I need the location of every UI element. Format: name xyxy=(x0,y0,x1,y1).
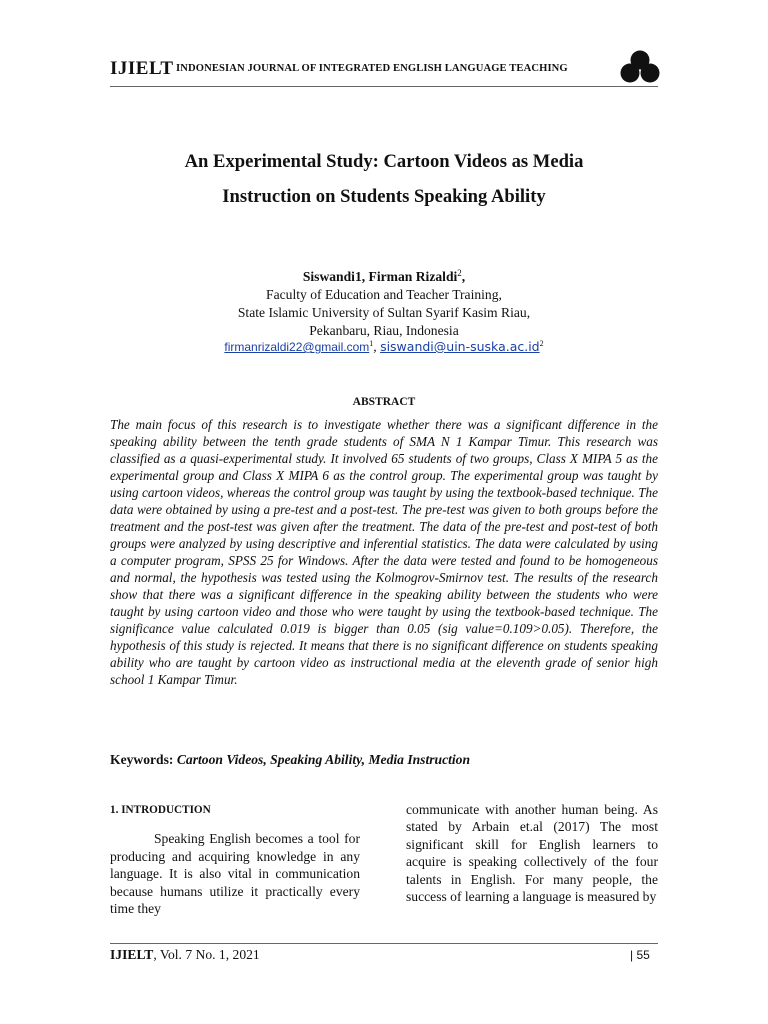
affiliation-location: Pekanbaru, Riau, Indonesia xyxy=(309,323,459,338)
paper-title-line-2: Instruction on Students Speaking Ability xyxy=(222,186,546,207)
affiliation-faculty: Faculty of Education and Teacher Training, xyxy=(266,287,502,302)
keywords-values: Cartoon Videos, Speaking Ability, Media Instruction xyxy=(176,752,471,767)
email-link-siswandi[interactable]: siswandi@uin-suska.ac.id xyxy=(380,339,540,354)
section-heading-introduction: 1. INTRODUCTION xyxy=(110,804,211,816)
introduction-left-column xyxy=(110,802,360,917)
header-divider xyxy=(110,86,658,87)
introduction-right-column xyxy=(406,801,658,905)
author-names: Siswandi1, Firman Rizaldi$^2$, xyxy=(302,268,466,284)
introduction-paragraph-right: communicate with another human being. As stated by Arbain et.al (2017) The most significant skill for English learners to acquire is speaking collectively of the four talents in English. For many people, the success of learning a language is measured by xyxy=(406,802,658,905)
author-block xyxy=(100,268,668,340)
keywords-label: Keywords: xyxy=(110,752,174,767)
keywords-line xyxy=(110,752,658,768)
introduction-paragraph-left: Speaking English becomes a tool for producing and acquiring knowledge in any language. It is also vital in communication because humans utilize it practically every time they xyxy=(110,831,360,917)
journal-name: INDONESIAN JOURNAL OF INTEGRATED ENGLISH LANGUAGE TEACHING xyxy=(176,63,568,74)
paper-title-line-1: An Experimental Study: Cartoon Videos as Media xyxy=(184,151,584,172)
affiliation-university: State Islamic University of Sultan Syarif Kasim Riau, xyxy=(237,305,531,320)
journal-header xyxy=(110,48,660,88)
footer-citation: IJIELT, Vol. 7 No. 1, 2021 xyxy=(110,947,260,962)
email-link-firman[interactable]: firmanrizaldi22@gmail.com xyxy=(224,340,370,354)
author-emails: firmanrizaldi22@gmail.com$^1$, $siswandi@uin-suska.ac.id^2$ xyxy=(224,339,544,354)
abstract-text: The main focus of this research is to investigate whether there was a significant difference in the speaking ability between the tenth grade students of SMA N 1 Kampar Timur. This research was classified as a quasi-experimental study. It involved 65 students of two groups, Class X MIPA 5 as the experimental group and Class X MIPA 6 as the control group. The experimental group was taught by using cartoon videos, whereas the control group was taught by using the textbook-based technique. The data were obtained by using a pre-test and a post-test. The pre-test was given to both groups before the treatment and the post-test was given after the treatment. The data of the pre-test and post-test of both groups were analyzed by using descriptive and inferential statistics. The data were calculated by using a computer program, SPSS 25 for Windows. After the data were tested and found to be homogeneous and normal, the hypothesis was tested using the Kolmogrov-Smirnov test. The results of the research show that there was a significant difference in the speaking ability between the students who were taught by using cartoon video and those who were taught by using the textbook-based technique. The significance value calculated 0.019 is bigger than 0.05 (sig value=0.109>0.05). Therefore, the hypothesis of this study is rejected. It means that there is no significant difference on students speaking ability who are taught by cartoon video as instructional media at the eleventh grade of senior high school 1 Kampar Timur. xyxy=(110,417,658,687)
page-number: | 55 xyxy=(630,948,650,962)
footer-divider xyxy=(110,943,658,944)
journal-brand: IJIELT xyxy=(110,58,174,79)
abstract-heading: ABSTRACT xyxy=(352,396,416,408)
journal-logo-icon xyxy=(618,48,662,84)
